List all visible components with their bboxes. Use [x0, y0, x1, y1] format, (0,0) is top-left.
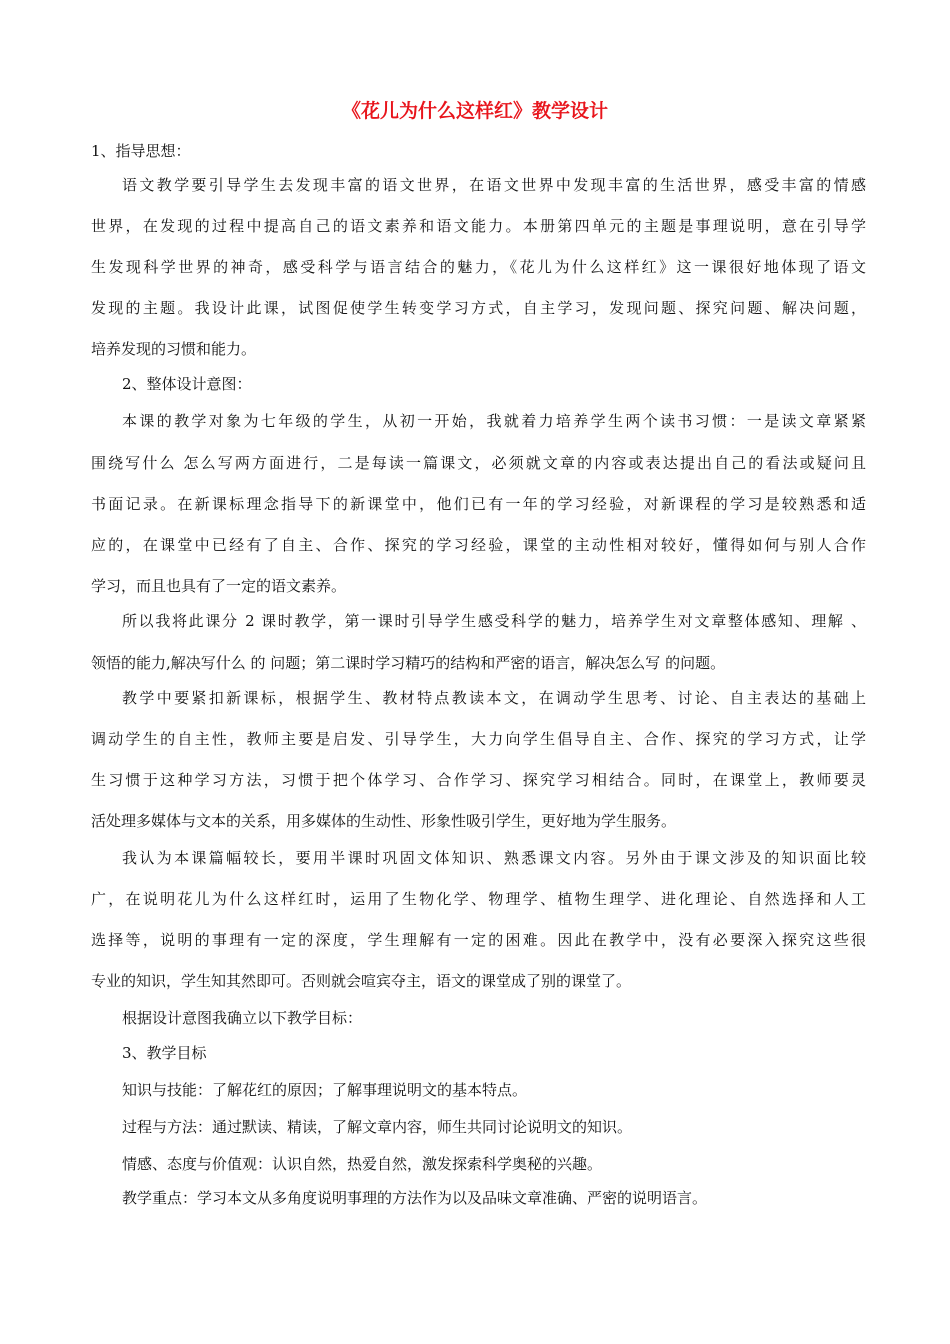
paragraph-line: 调动学生的自主性，教师主要是启发、引导学生，大力向学生倡导自主、合作、探究的学习方式，让学	[91, 730, 866, 748]
paragraph-line: 本课的教学对象为七年级的学生，从初一开始，我就着力培养学生两个读书习惯：一是读文章紧紧	[122, 412, 866, 430]
paragraph-line: 应的，在课堂中已经有了自主、合作、探究的学习经验，课堂的主动性相对较好，懂得如何与别人合作	[91, 536, 866, 554]
paragraph-line: 根据设计意图我确立以下教学目标：	[122, 1009, 363, 1027]
paragraph-line: 所以我将此课分 2 课时教学，第一课时引导学生感受科学的魅力，培养学生对文章整体感知、理解 、	[122, 612, 866, 630]
paragraph-line: 教学中要紧扣新课标，根据学生、教材特点教读本文，在调动学生思考、讨论、自主表达的基础上	[122, 689, 866, 707]
paragraph-line: 领悟的能力,解决写什么 的 问题；第二课时学习精巧的结构和严密的语言，解决怎么写 的问题。	[91, 654, 726, 672]
paragraph-line: 生习惯于这种学习方法，习惯于把个体学习、合作学习、探究学习相结合。同时，在课堂上，教师要灵	[91, 771, 866, 789]
paragraph-line: 活处理多媒体与文本的关系，用多媒体的生动性、形象性吸引学生，更好地为学生服务。	[91, 812, 677, 830]
section-heading-teaching-objectives: 3、教学目标	[122, 1044, 207, 1062]
section-heading-design-intent: 2、整体设计意图：	[122, 375, 252, 393]
objective-emotion-attitude-values: 情感、态度与价值观：认识自然，热爱自然，激发探索科学奥秘的兴趣。	[122, 1155, 603, 1173]
paragraph-line: 我认为本课篇幅较长，要用半课时巩固文体知识、熟悉课文内容。另外由于课文涉及的知识面比较	[122, 849, 866, 867]
document-title: 《花儿为什么这样红》教学设计	[341, 100, 608, 122]
paragraph-line: 生发现科学世界的神奇，感受科学与语言结合的魅力，《花儿为什么这样红》这一课很好地体现了语文	[91, 258, 866, 276]
paragraph-line: 语文教学要引导学生去发现丰富的语文世界，在语文世界中发现丰富的生活世界，感受丰富的情感	[122, 176, 866, 194]
paragraph-line: 世界，在发现的过程中提高自己的语文素养和语文能力。本册第四单元的主题是事理说明，意在引导学	[91, 217, 866, 235]
paragraph-line: 发现的主题。我设计此课，试图促使学生转变学习方式，自主学习，发现问题、探究问题、解决问题，	[91, 299, 866, 317]
paragraph-line: 选择等，说明的事理有一定的深度，学生理解有一定的困难。因此在教学中，没有必要深入探究这些很	[91, 931, 866, 949]
objective-process-methods: 过程与方法：通过默读、精读，了解文章内容，师生共同讨论说明文的知识。	[122, 1118, 633, 1136]
section-heading-guiding-thought: 1、指导思想：	[91, 142, 191, 160]
objective-knowledge-skills: 知识与技能：了解花红的原因；了解事理说明文的基本特点。	[122, 1081, 528, 1099]
paragraph-line: 书面记录。在新课标理念指导下的新课堂中，他们已有一年的学习经验，对新课程的学习是较熟悉和适	[91, 495, 866, 513]
paragraph-line: 专业的知识，学生知其然即可。否则就会喧宾夺主，语文的课堂成了别的课堂了。	[91, 972, 632, 990]
paragraph-line: 培养发现的习惯和能力。	[91, 340, 257, 358]
teaching-focus: 教学重点：学习本文从多角度说明事理的方法作为以及品味文章准确、严密的说明语言。	[122, 1189, 708, 1207]
paragraph-line: 围绕写什么 怎么写两方面进行，二是每读一篇课文，必须就文章的内容或表达提出自己的看法或疑问且	[91, 454, 866, 472]
paragraph-line: 学习，而且也具有了一定的语文素养。	[91, 577, 347, 595]
paragraph-line: 广，在说明花儿为什么这样红时，运用了生物化学、物理学、植物生理学、进化理论、自然选择和人工	[91, 890, 866, 908]
